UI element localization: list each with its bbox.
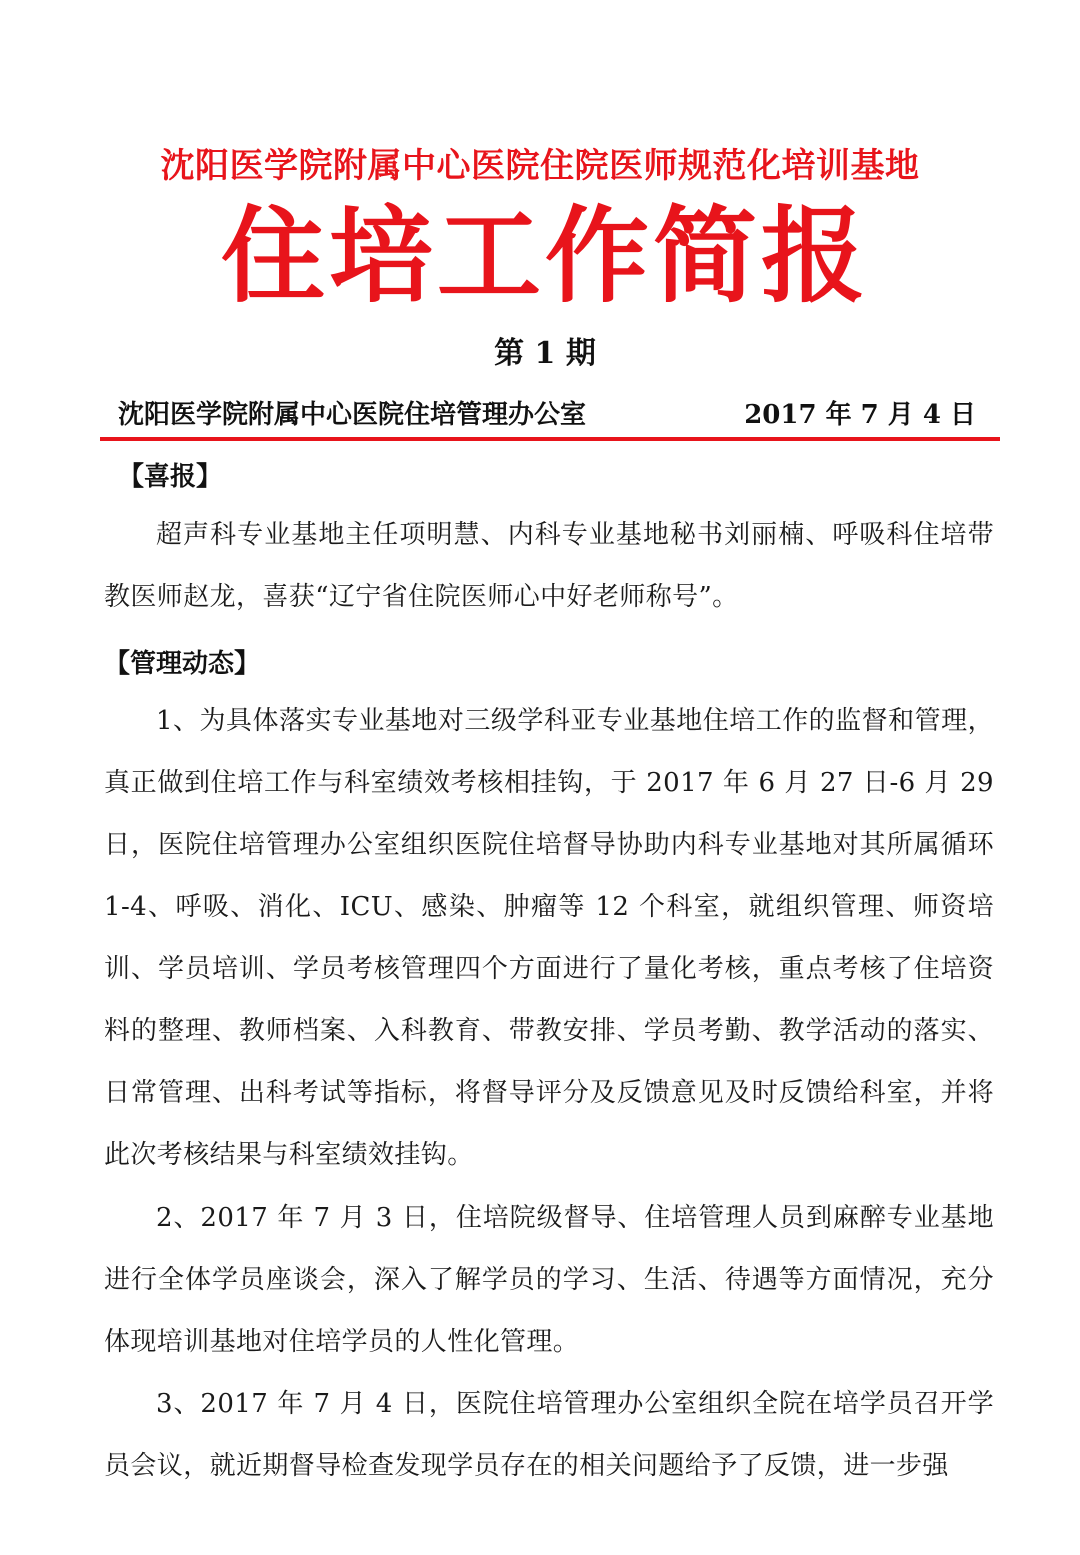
publication-info [0,394,1080,430]
org-header: 沈阳医学院附属中心医院住院医师规范化培训基地 [160,146,920,186]
management-item-1: 1、为具体落实专业基地对三级学科亚专业基地住培工作的监督和管理，真正做到住培工作与科室绩效考核相挂钩，于 2017 年 6 月 27 日-6 月 29 日，医院住培管理办公室组织医院住培督导协助内科专业基地对其所属循环 1-4、呼吸、消化、ICU、感染、肿瘤等 12 个科室，就组织管理、师资培训、学员培训、学员考核管理四个方面进行了量化考核，重点考核了住培资料的整理、教师档案、入科教育、带教安排、学员考勤、教学活动的落实、日常管理、出科考试等指标，将督导评分及反馈意见及时反馈给科室，并将此次考核结果与科室绩效挂钩。 [104,706,994,1170]
publisher-office: 沈阳医学院附属中心医院住培管理办公室 [118,400,587,430]
briefing-title: 住培工作简报 [220,195,869,317]
red-divider [100,437,1000,441]
good-news-paragraph: 超声科专业基地主任项明慧、内科专业基地秘书刘丽楠、呼吸科住培带教医师赵龙，喜获“辽宁省住院医师心中好老师称号”。 [104,520,994,612]
issue-number: 第 1 期 [494,336,596,371]
management-item-2: 2、2017 年 7 月 3 日，住培院级督导、住培管理人员到麻醉专业基地进行全体学员座谈会，深入了解学员的学习、生活、待遇等方面情况，充分体现培训基地对住培学员的人性化管理。 [104,1203,994,1357]
section-heading-management: 【管理动态】 [104,649,261,679]
publication-date: 2017 年 7 月 4 日 [744,400,976,430]
management-item-3: 3、2017 年 7 月 4 日，医院住培管理办公室组织全院在培学员召开学员会议，就近期督导检查发现学员存在的相关问题给予了反馈，进一步强 [104,1389,994,1481]
section-heading-good-news: 【喜报】 [118,462,223,492]
